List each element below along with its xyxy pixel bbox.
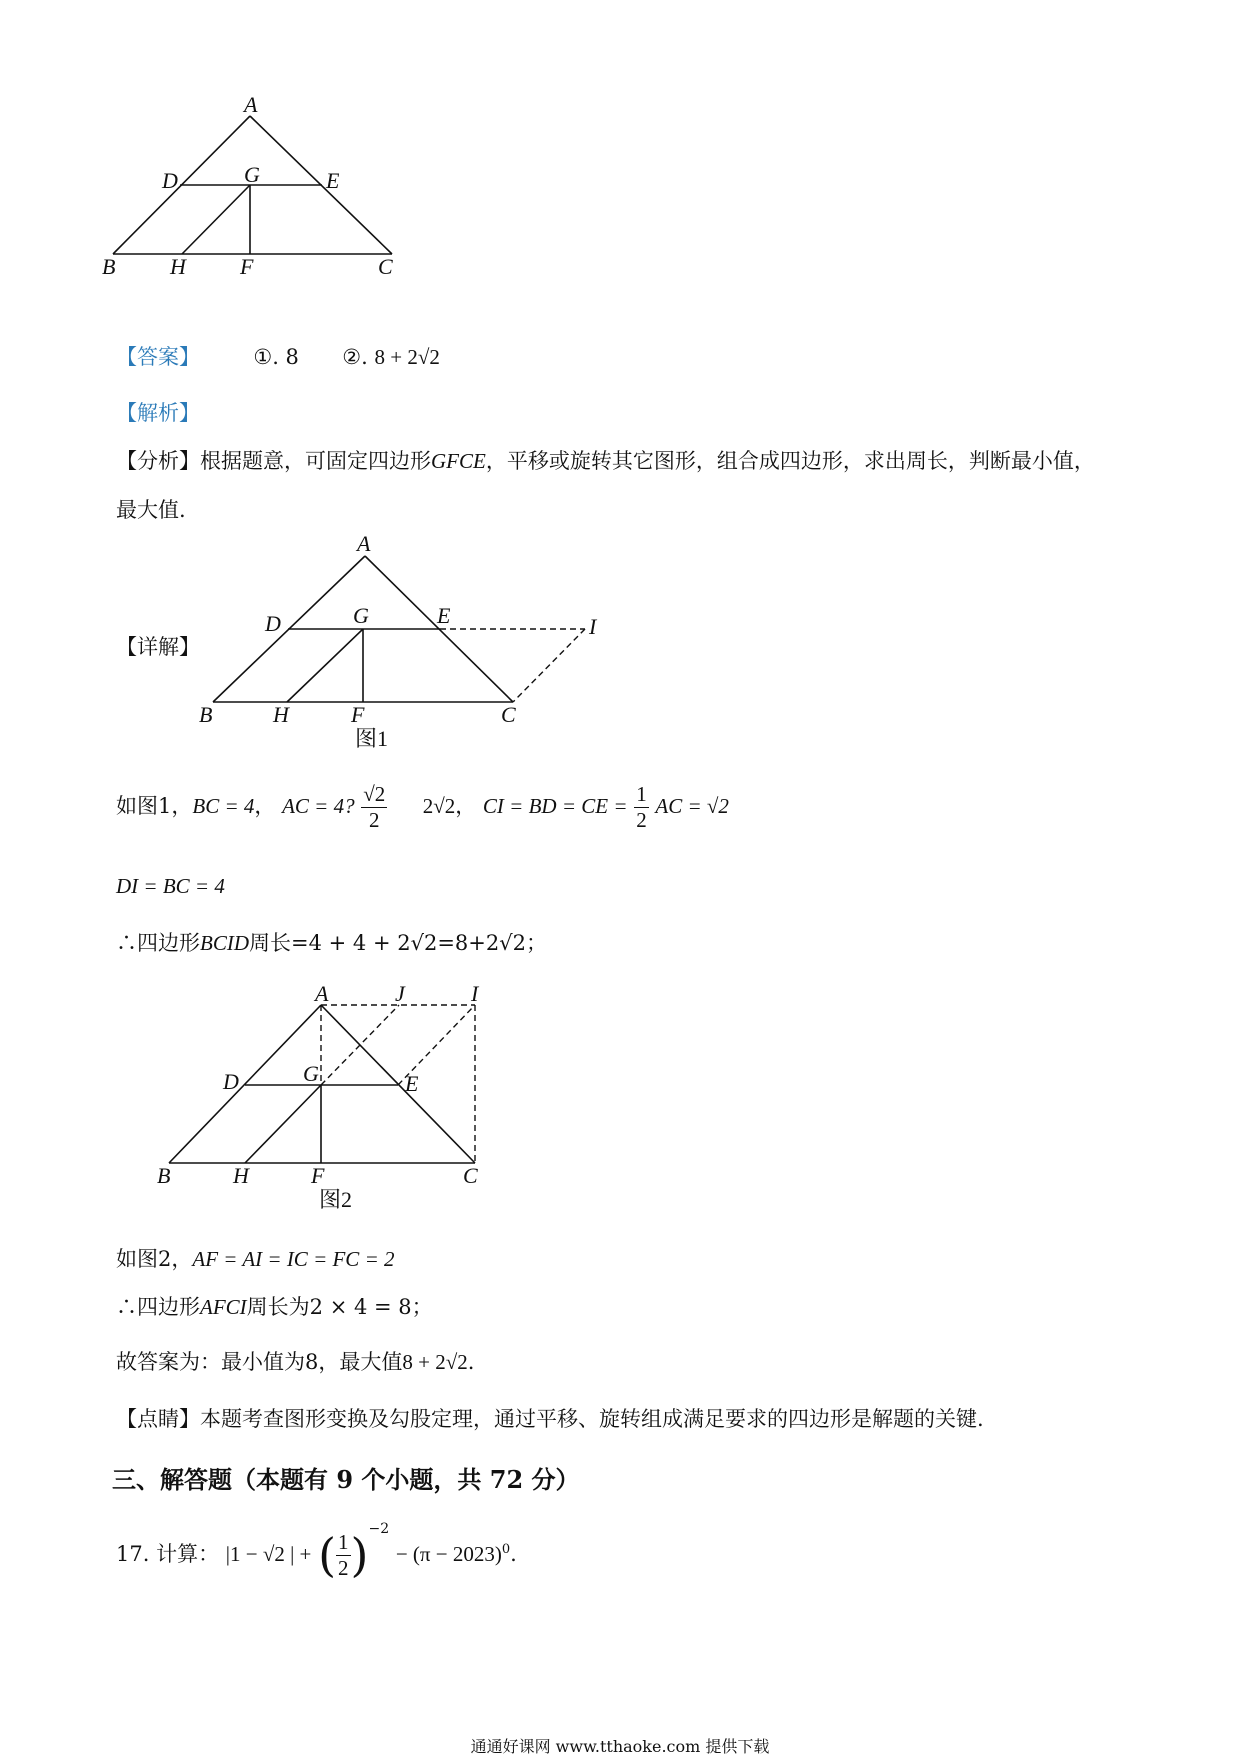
eq1-half [634,782,649,833]
fig1-label-D: D [265,611,281,636]
eq1-frac-num: √2 [361,782,387,808]
q17-frac-den: 2 [338,1556,349,1580]
dianjing-line: 【点睛】本题考查图形变换及勾股定理，通过平移、旋转组成满足要求的四边形是解题的关键. [116,1407,984,1431]
answer-first: ①. 8 [253,345,299,369]
eq5-pre: ∴四边形 [116,1295,200,1319]
fig2-label-B: B [157,1163,171,1188]
fig1-label-F: F [351,702,365,727]
fig1-label-H: H [273,702,289,727]
eq1-frac-den: 2 [369,808,380,833]
fig2-label-J: J [395,985,405,1006]
eq4-prefix: 如图2， [116,1247,193,1271]
label-E: E [326,168,340,193]
fig2-label-I: I [471,985,479,1006]
fig2-label-C: C [463,1163,478,1188]
q17-tail-exp: 0 [501,1542,511,1557]
q17-frac-num: 1 [336,1530,351,1556]
eq1-ac-val: 2√2 [422,794,456,819]
label-C: C [378,254,393,279]
q17-line: 17. 计算： |1 − √2 | + ( $\frac{1}{2}$ )$^{-2} - (\pi - 2023)^0$. [116,1521,517,1582]
label-A: A [244,92,258,117]
q17-label: 17. 计算： [116,1542,220,1566]
conclusion-post: . [467,1350,475,1374]
eq1-line [116,782,729,833]
eq1-sep: ， [254,794,276,819]
eq5-line [116,1297,433,1318]
eq5-post: 周长为2 × 4 = 8； [246,1295,433,1319]
q17-frac [336,1530,351,1581]
eq4-body: AF = AI = IC = FC = 2 [192,1247,395,1271]
answer-line [116,347,440,368]
fig2-label-A: A [315,985,329,1006]
fig1-label-A: A [357,531,371,556]
eq1-bc: BC = 4 [192,794,255,819]
fig1-label-B: B [199,702,213,727]
eq1-half-den: 2 [636,808,647,833]
fig2-label-H: H [233,1163,249,1188]
eq5-var: AFCI [200,1295,247,1319]
label-H: H [170,254,186,279]
fig1-label-E: E [437,603,451,628]
eq1-sep2: ， [455,794,477,819]
eq1-frac [361,782,387,833]
fenxi-line2: 最大值. [116,498,186,522]
fig1-label-C: C [501,702,516,727]
triangle-figure-2 [155,985,500,1220]
eq2-line: DI = BC = 4 [116,874,225,898]
eq3-var: BCID [200,931,249,955]
fig1-label-I: I [589,614,597,639]
fig2-label-F: F [311,1163,325,1188]
fig2-label-D: D [223,1069,239,1094]
label-F: F [240,254,254,279]
fig2-label-E: E [405,1071,419,1096]
eq3-post: 周长=4 + 4 + 2√2=8+2√2； [249,931,547,955]
eq1-tail: AC = √2 [655,794,729,819]
answer-second-prefix: ②. [342,345,375,369]
fenxi-text-post: ，平移或旋转其它图形，组合成四边形，求出周长，判断最小值， [485,449,1095,473]
q17-tail: − (π − 2023) [395,1542,502,1566]
eq1-chain: CI = BD = CE = [482,794,628,819]
label-B: B [102,254,116,279]
eq1-ac: AC = 4? [282,794,355,819]
fig1-caption: 图1 [355,726,389,750]
eq4-line [116,1249,395,1270]
section-heading: 三、解答题（本题有 9 个小题，共 72 分） [112,1465,580,1494]
eq1-half-num: 1 [634,782,649,808]
answer-second: 8 + 2√2 [374,345,440,369]
eq3-line [116,933,547,954]
q17-end: . [510,1542,517,1566]
fenxi-line1 [116,451,1095,472]
fig2-label-G: G [303,1061,319,1086]
detail-tag: 【详解】 [116,635,200,659]
triangle-figure-top [100,90,420,290]
fig1-label-G: G [353,603,369,628]
fenxi-var: GFCE [431,449,486,473]
answer-tag: 【答案】 [116,345,200,369]
footer-text: 通通好课网 www.tthaoke.com 提供下载 [470,1737,770,1756]
label-G: G [244,162,260,187]
fig2-caption: 图2 [319,1187,353,1212]
conclusion-pre: 故答案为：最小值为8，最大值 [116,1350,403,1374]
q17-abs-expr: |1 − √2 | + [225,1542,312,1566]
label-D: D [162,168,178,193]
q17-exp: −2 [368,1521,390,1537]
conclusion-line [116,1352,474,1373]
eq1-prefix: 如图1， [116,794,193,819]
conclusion-val: 8 + 2√2 [402,1350,468,1374]
triangle-figure-1 [195,530,615,750]
eq3-pre: ∴四边形 [116,931,200,955]
fenxi-text-pre: 【分析】根据题意，可固定四边形 [116,449,431,473]
analysis-tag: 【解析】 [116,401,200,425]
